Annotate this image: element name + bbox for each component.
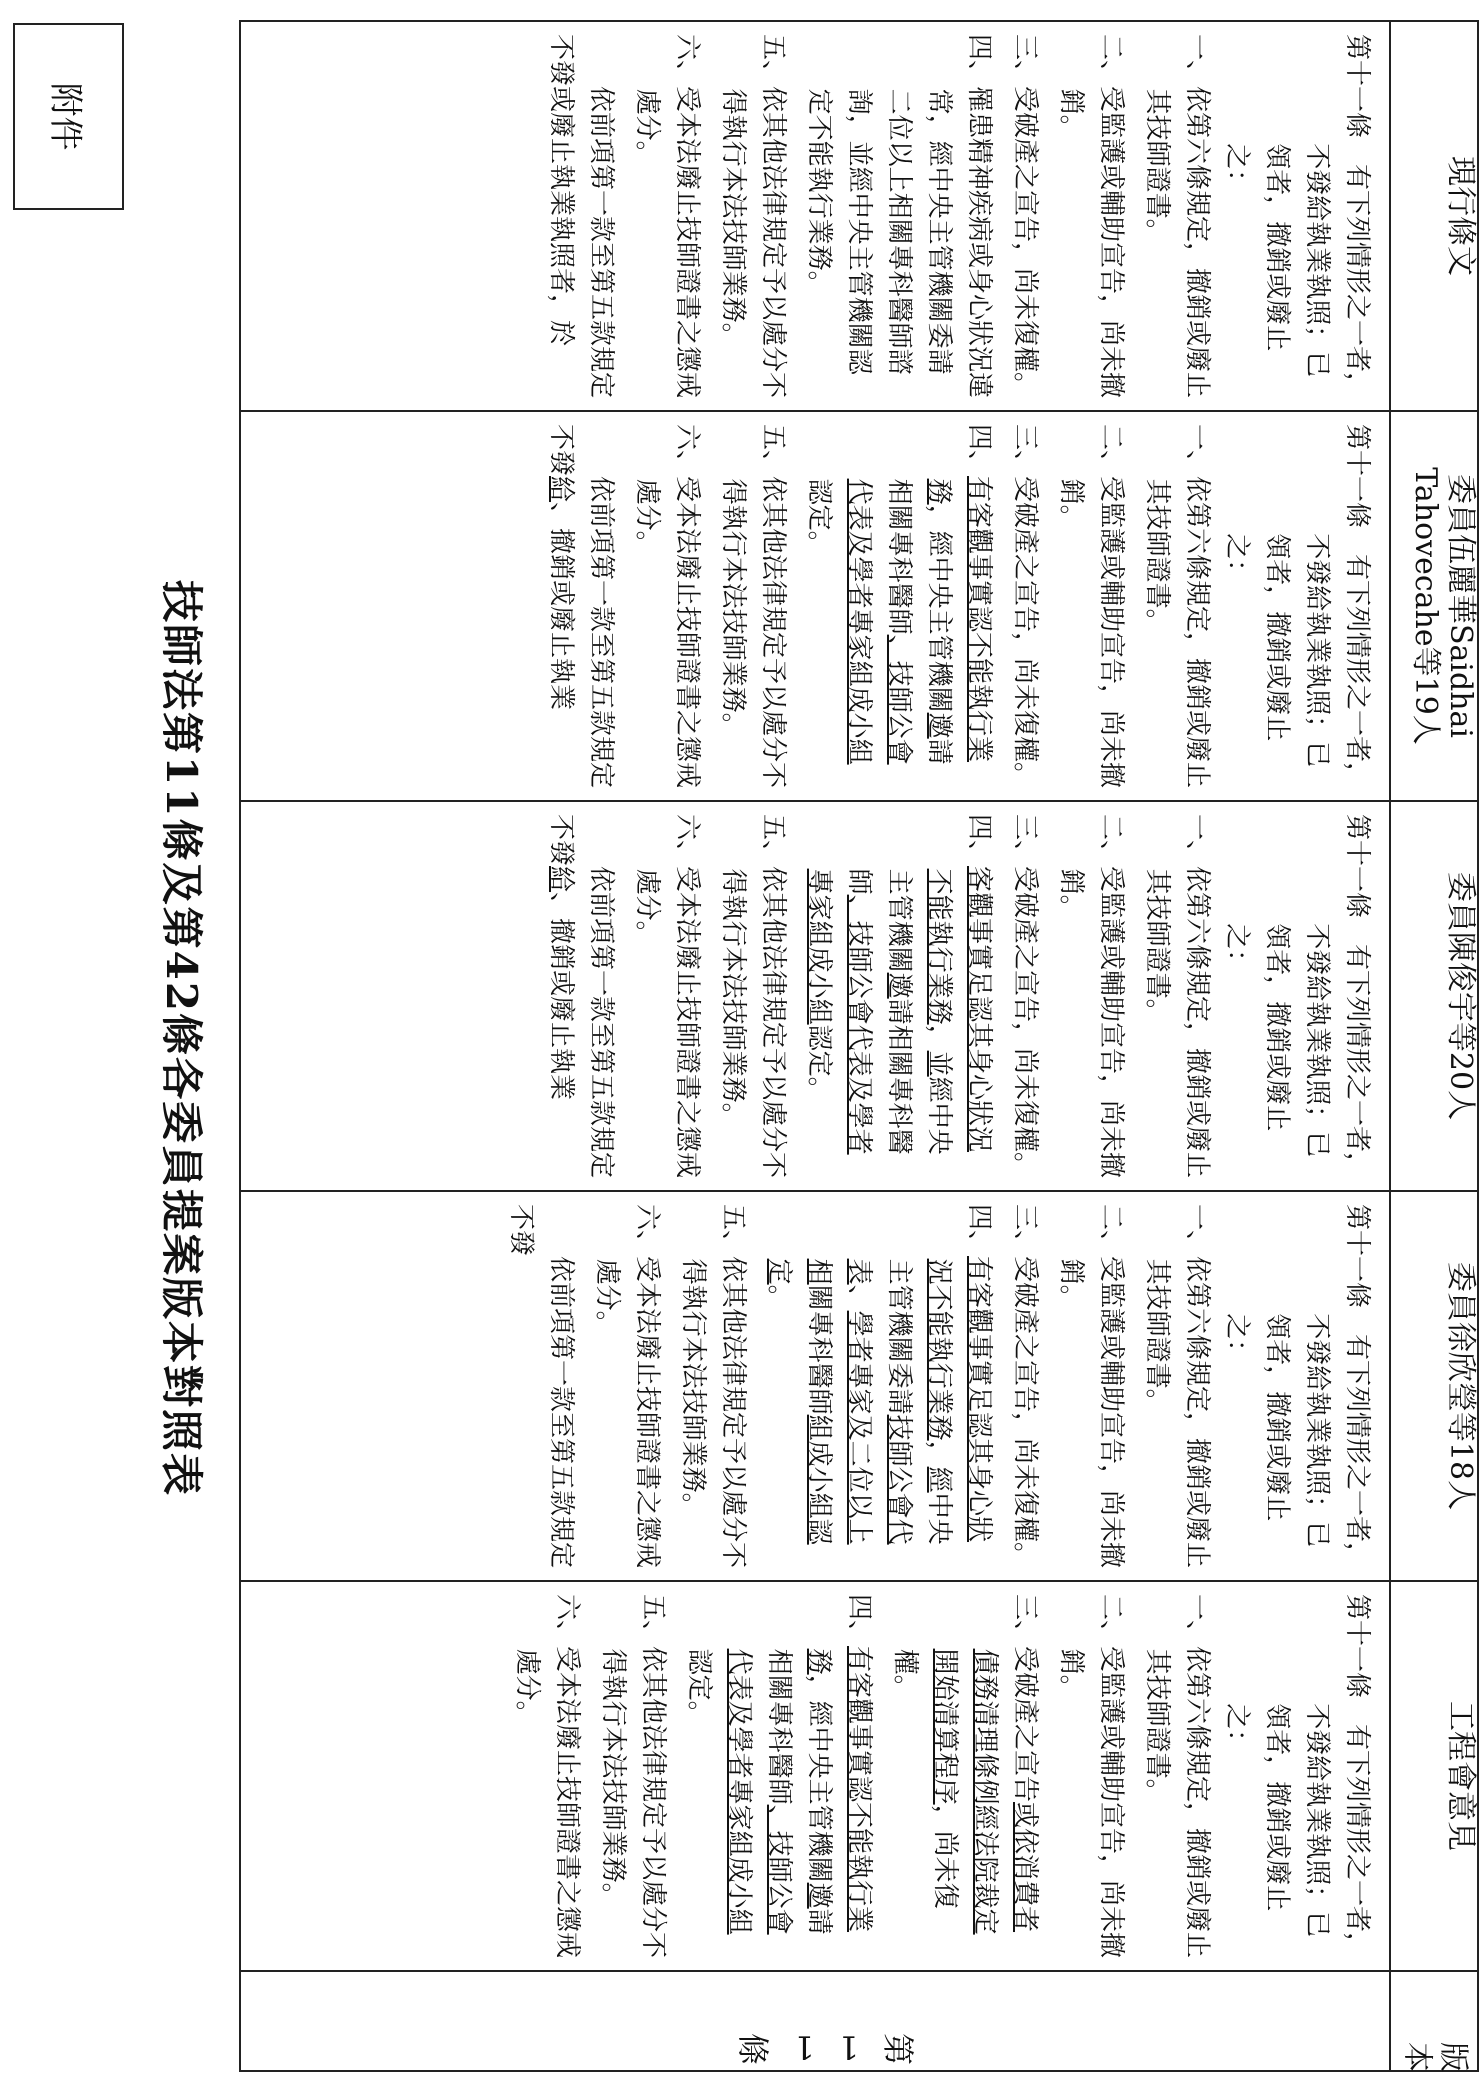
wu-item-4 — [799, 424, 999, 788]
pcc-i4-text-b: ，經中央主管機關 — [804, 1674, 834, 1883]
chen-i4-text-d: 請相關專科醫師 — [844, 868, 914, 1155]
wu-item-1: 一、依第六條規定，撤銷或廢止其技師證書。 — [1142, 424, 1212, 789]
current-item-2: 二、受監護或輔助宣告，尚未撤銷。 — [1056, 34, 1126, 399]
hsu-item-6: 六、受本法廢止技師證書之懲戒處分。 — [592, 1204, 662, 1569]
hsu-i4-amend-3: 技師公會代表 — [844, 1258, 914, 1545]
hsu-i4-amend-1: 有客觀事實足認其身心狀況不能執行業務 — [924, 1256, 994, 1543]
pcc-intro: 第十一條 有下列情形之一者，不發給執業執照；已領者，撤銷或廢止之： — [1222, 1594, 1372, 1959]
comparison-table — [239, 20, 1479, 2072]
chen-item-3: 三、受破產之宣告，尚未復權。 — [1010, 814, 1040, 1179]
hsu-i4-amend-5: 組成小組認定 — [764, 1258, 834, 1545]
chen-item-4 — [799, 814, 999, 1178]
chen-item-5: 五、依其他法律規定予以處分不得執行本法技師業務。 — [718, 814, 788, 1179]
hsu-item-3: 三、受破產之宣告，尚未復權。 — [1010, 1204, 1040, 1569]
hsu-item-2: 二、受監護或輔助宣告，尚未撤銷。 — [1056, 1204, 1126, 1569]
chen-p2-b: 、撤銷或廢止執業 — [546, 892, 576, 1101]
hsu-i4-text-b: ， — [924, 1440, 954, 1467]
chen-i4-text-b: ， — [924, 1024, 954, 1051]
cell-pcc — [240, 1581, 1390, 1971]
wu-p2-a: 依前項第一款至第五款規定不發 — [546, 424, 616, 789]
chen-i4-amend-2: 並 — [924, 1050, 954, 1077]
hsu-i4-text-f: 。 — [764, 1284, 794, 1311]
pcc-i3-amend: 或依消費者債務清理條例經法院裁定開始清算程序 — [930, 1648, 1040, 1935]
header-wu: 委員伍麗華Saidhai Tahovecahe等19人 — [1390, 411, 1478, 801]
hsu-item-4 — [759, 1204, 999, 1568]
wu-i4-text-d: 認定。 — [804, 478, 834, 557]
pcc-i4-prefix: 四、 — [844, 1594, 874, 1647]
chen-p2-amend: 給 — [546, 866, 576, 893]
current-item-5: 五、依其他法律規定予以處分不得執行本法技師業務。 — [718, 34, 788, 399]
chen-item-2: 二、受監護或輔助宣告，尚未撤銷。 — [1056, 814, 1126, 1179]
hsu-i4-amend-4: 學者專家及二位以上相 — [804, 1258, 874, 1545]
page-title: 技師法第11條及第42條各委員提案版本對照表 — [157, 580, 206, 1497]
pcc-item-2: 二、受監護或輔助宣告，尚未撤銷。 — [1056, 1594, 1126, 1959]
pcc-item-4 — [679, 1594, 879, 1958]
current-intro: 第十一條 有下列情形之一者，不發給執業執照；已領者，撤銷或廢止之： — [1222, 34, 1372, 399]
chen-item-6: 六、受本法廢止技師證書之懲戒處分。 — [632, 814, 702, 1179]
chen-i4-amend-4: 、技師公會代表及學者專家組成小組 — [804, 868, 874, 1155]
wu-i4-text-b: ，經中央主管機關 — [924, 504, 954, 713]
row-label: 第11條 — [240, 1971, 1390, 2071]
attachment-box: 附件 — [13, 23, 124, 210]
cell-current — [240, 21, 1390, 411]
pcc-i4-amend-1: 有客觀事實認不能執行業務 — [804, 1646, 874, 1933]
current-item-4: 四、罹患精神疾病或身心狀況違常，經中央主管機關委請二位以上相關專科醫師諮詢，並經中央主管機關認定不能執行業務。 — [804, 34, 994, 399]
hsu-intro: 第十一條 有下列情形之一者，不發給執業執照；已領者，撤銷或廢止之： — [1222, 1204, 1372, 1569]
wu-p2-amend: 給 — [546, 476, 576, 503]
pcc-item-5: 五、依其他法律規定予以處分不得執行本法技師業務。 — [598, 1594, 668, 1959]
article-11-row — [240, 21, 1390, 2071]
hsu-item-1: 一、依第六條規定，撤銷或廢止其技師證書。 — [1142, 1204, 1212, 1569]
pcc-item-1: 一、依第六條規定，撤銷或廢止其技師證書。 — [1142, 1594, 1212, 1959]
hsu-i4-text-d: 、 — [844, 1284, 874, 1311]
wu-i4-text-c: 請相關專科醫師 — [884, 478, 954, 765]
wu-item-3: 三、受破產之宣告，尚未復權。 — [1010, 424, 1040, 789]
pcc-i3-b: ，尚未復權。 — [890, 1648, 960, 1909]
wu-i4-amend-3: 、技師公會代表及學者專家組成小組 — [844, 478, 914, 765]
header-row — [1390, 21, 1478, 2071]
hsu-i4-text-e: 關專科醫師 — [804, 1284, 834, 1415]
cell-wu — [240, 411, 1390, 801]
wu-item-2: 二、受監護或輔助宣告，尚未撤銷。 — [1056, 424, 1126, 789]
wu-intro: 第十一條 有下列情形之一者，不發給執業執照；已領者，撤銷或廢止之： — [1222, 424, 1372, 789]
pcc-i4-amend-3: 、技師公會代表及學者專家組成小組 — [724, 1648, 794, 1935]
wu-item-5: 五、依其他法律規定予以處分不得執行本法技師業務。 — [718, 424, 788, 789]
header-version: 版本 — [1390, 1971, 1478, 2071]
chen-i4-amend-3: 邀 — [884, 972, 914, 999]
current-item-3: 三、受破產之宣告，尚未復權。 — [1010, 34, 1040, 399]
hsu-i4-amend-2: 經 — [924, 1466, 954, 1493]
wu-item-6: 六、受本法廢止技師證書之懲戒處分。 — [632, 424, 702, 789]
wu-i4-amend-2: 邀 — [924, 712, 954, 739]
chen-item-1: 一、依第六條規定，撤銷或廢止其技師證書。 — [1142, 814, 1212, 1179]
cell-chen — [240, 801, 1390, 1191]
cell-hsu — [240, 1191, 1390, 1581]
current-item-6: 六、受本法廢止技師證書之懲戒處分。 — [632, 34, 702, 399]
wu-i4-prefix: 四、 — [964, 424, 994, 477]
header-hsu: 委員徐欣瑩等18人 — [1390, 1191, 1478, 1581]
pcc-item-6: 六、受本法廢止技師證書之懲戒處分。 — [512, 1594, 582, 1959]
chen-intro: 第十一條 有下列情形之一者，不發給執業執照；已領者，撤銷或廢止之： — [1222, 814, 1372, 1179]
header-chen: 委員陳俊宇等20人 — [1390, 801, 1478, 1191]
chen-p2-a: 依前項第一款至第五款規定不發 — [546, 814, 616, 1179]
chen-i4-text-e: 認定。 — [804, 1024, 834, 1103]
pcc-i4-text-d: 認定。 — [684, 1648, 714, 1727]
pcc-i4-text-c: 請相關專科醫師 — [764, 1648, 834, 1935]
wu-para-2 — [541, 424, 621, 788]
pcc-i4-amend-2: 邀 — [804, 1882, 834, 1909]
chen-i4-amend-1: 客觀事實足認其身心狀況不能執行業務 — [924, 866, 994, 1153]
hsu-para-2: 依前項第一款至第五款規定不發 — [506, 1204, 576, 1569]
chen-i4-prefix: 四、 — [964, 814, 994, 867]
hsu-item-5: 五、依其他法律規定予以處分不得執行本法技師業務。 — [678, 1204, 748, 1569]
pcc-item-3 — [885, 1594, 1045, 1958]
header-current: 現行條文 — [1390, 21, 1478, 411]
chen-i4-text-c: 經中央主管機關 — [884, 868, 954, 1155]
wu-p2-b: 、撤銷或廢止執業 — [546, 502, 576, 711]
current-item-1: 一、依第六條規定，撤銷或廢止其技師證書。 — [1142, 34, 1212, 399]
hsu-i4-prefix: 四、 — [964, 1204, 994, 1257]
wu-i4-amend-1: 有客觀事實認不能執行業務 — [924, 476, 994, 763]
pcc-i3-a: 三、受破產之宣告 — [1010, 1594, 1040, 1803]
hsu-i4-text-c: 中央主管機關委請 — [884, 1258, 954, 1545]
header-pcc: 工程會意見 — [1390, 1581, 1478, 1971]
chen-para-2 — [541, 814, 621, 1178]
current-para-2: 依前項第一款至第五款規定不發或廢止執業執照者，於 — [546, 34, 616, 399]
